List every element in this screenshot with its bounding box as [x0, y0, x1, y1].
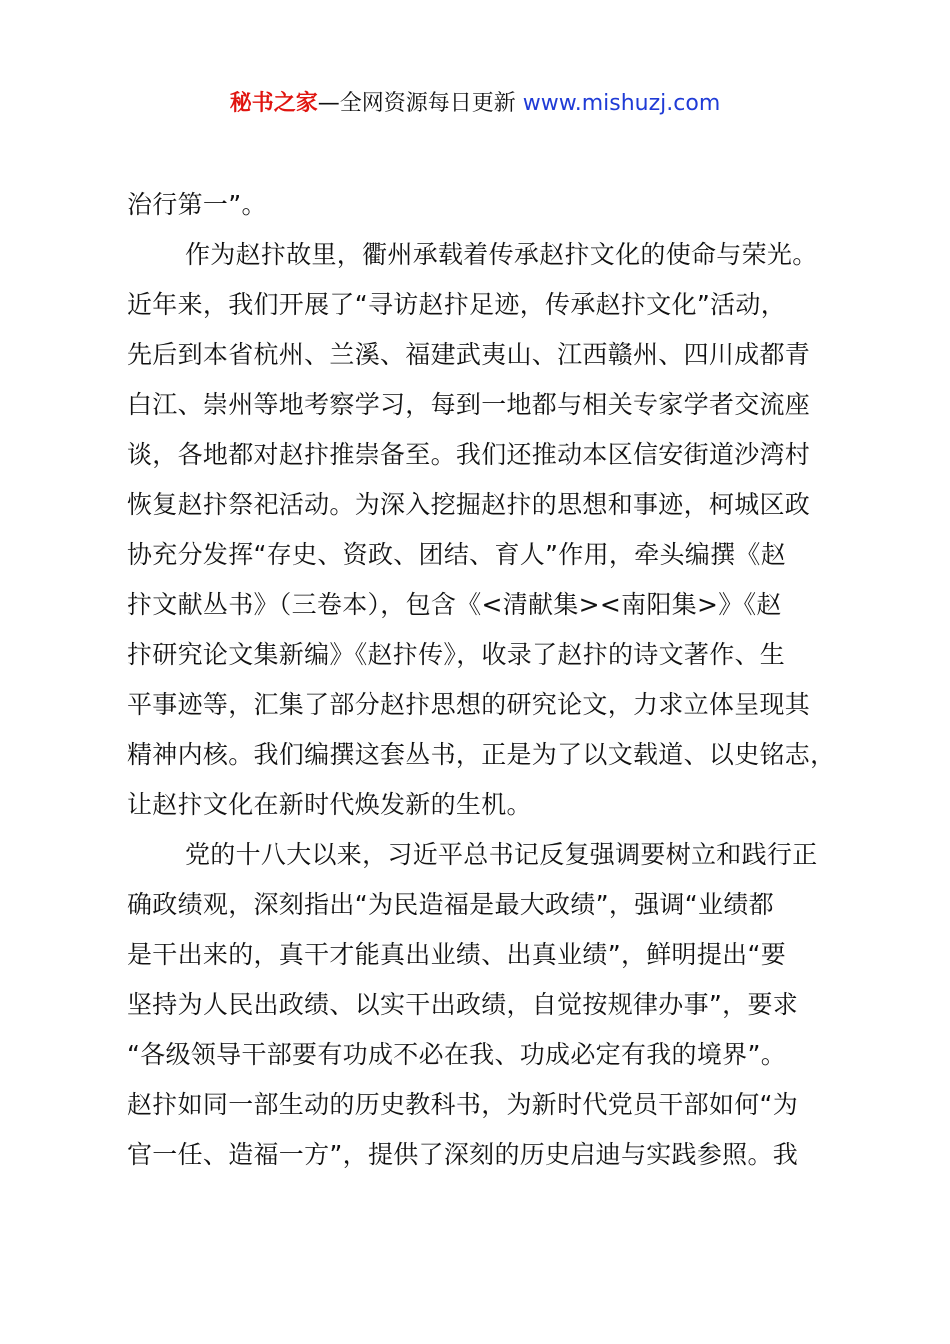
text-line: 平事迹等，汇集了部分赵抃思想的研究论文，力求立体呈现其 — [127, 690, 811, 719]
text-line: 恢复赵抃祭祀活动。为深入挖掘赵抃的思想和事迹，柯城区政 — [127, 490, 811, 519]
text-line: 官一任、造福一方”，提供了深刻的历史启迪与实践参照。我 — [127, 1140, 799, 1169]
document-body — [127, 180, 843, 1180]
text-line: 治行第一”。 — [127, 190, 267, 219]
text-line: 作为赵抃故里，衢州承载着传承赵抃文化的使命与荣光。 — [185, 240, 818, 269]
text-line: 抃文献丛书》（三卷本），包含《<清献集><南阳集>》《赵 — [127, 590, 782, 619]
text-line: 白江、崇州等地考察学习，每到一地都与相关专家学者交流座 — [127, 390, 811, 419]
text-line: 近年来，我们开展了“寻访赵抃足迹，传承赵抃文化”活动， — [127, 290, 787, 319]
text-line: 让赵抃文化在新时代焕发新的生机。 — [127, 790, 532, 819]
text-line: 抃研究论文集新编》《赵抃传》，收录了赵抃的诗文著作、生 — [127, 640, 786, 669]
text-line: 党的十八大以来，习近平总书记反复强调要树立和践行正 — [185, 840, 818, 869]
header-url: www.mishuzj.com — [522, 91, 721, 116]
text-line: 精神内核。我们编撰这套丛书，正是为了以文载道、以史铭志， — [127, 740, 836, 769]
text-line: 协充分发挥“存史、资政、团结、育人”作用，牵头编撰《赵 — [127, 540, 787, 569]
brand-name: 秘书之家 — [229, 91, 318, 116]
text-line: 坚持为人民出政绩、以实干出政绩，自觉按规律办事”，要求 — [127, 990, 799, 1019]
text-line: 确政绩观，深刻指出“为民造福是最大政绩”，强调“业绩都 — [127, 890, 774, 919]
text-line: 谈，各地都对赵抃推崇备至。我们还推动本区信安街道沙湾村 — [127, 440, 811, 469]
text-line: “各级领导干部要有功成不必在我、功成必定有我的境界”。 — [127, 1040, 787, 1069]
text-line: 赵抃如同一部生动的历史教科书，为新时代党员干部如何“为 — [127, 1090, 799, 1119]
text-line: 是干出来的，真干才能真出业绩、出真业绩”，鲜明提出“要 — [127, 940, 787, 969]
page-header — [0, 88, 950, 120]
header-tagline: —全网资源每日更新 — [317, 91, 523, 116]
text-line: 先后到本省杭州、兰溪、福建武夷山、江西赣州、四川成都青 — [127, 340, 811, 369]
